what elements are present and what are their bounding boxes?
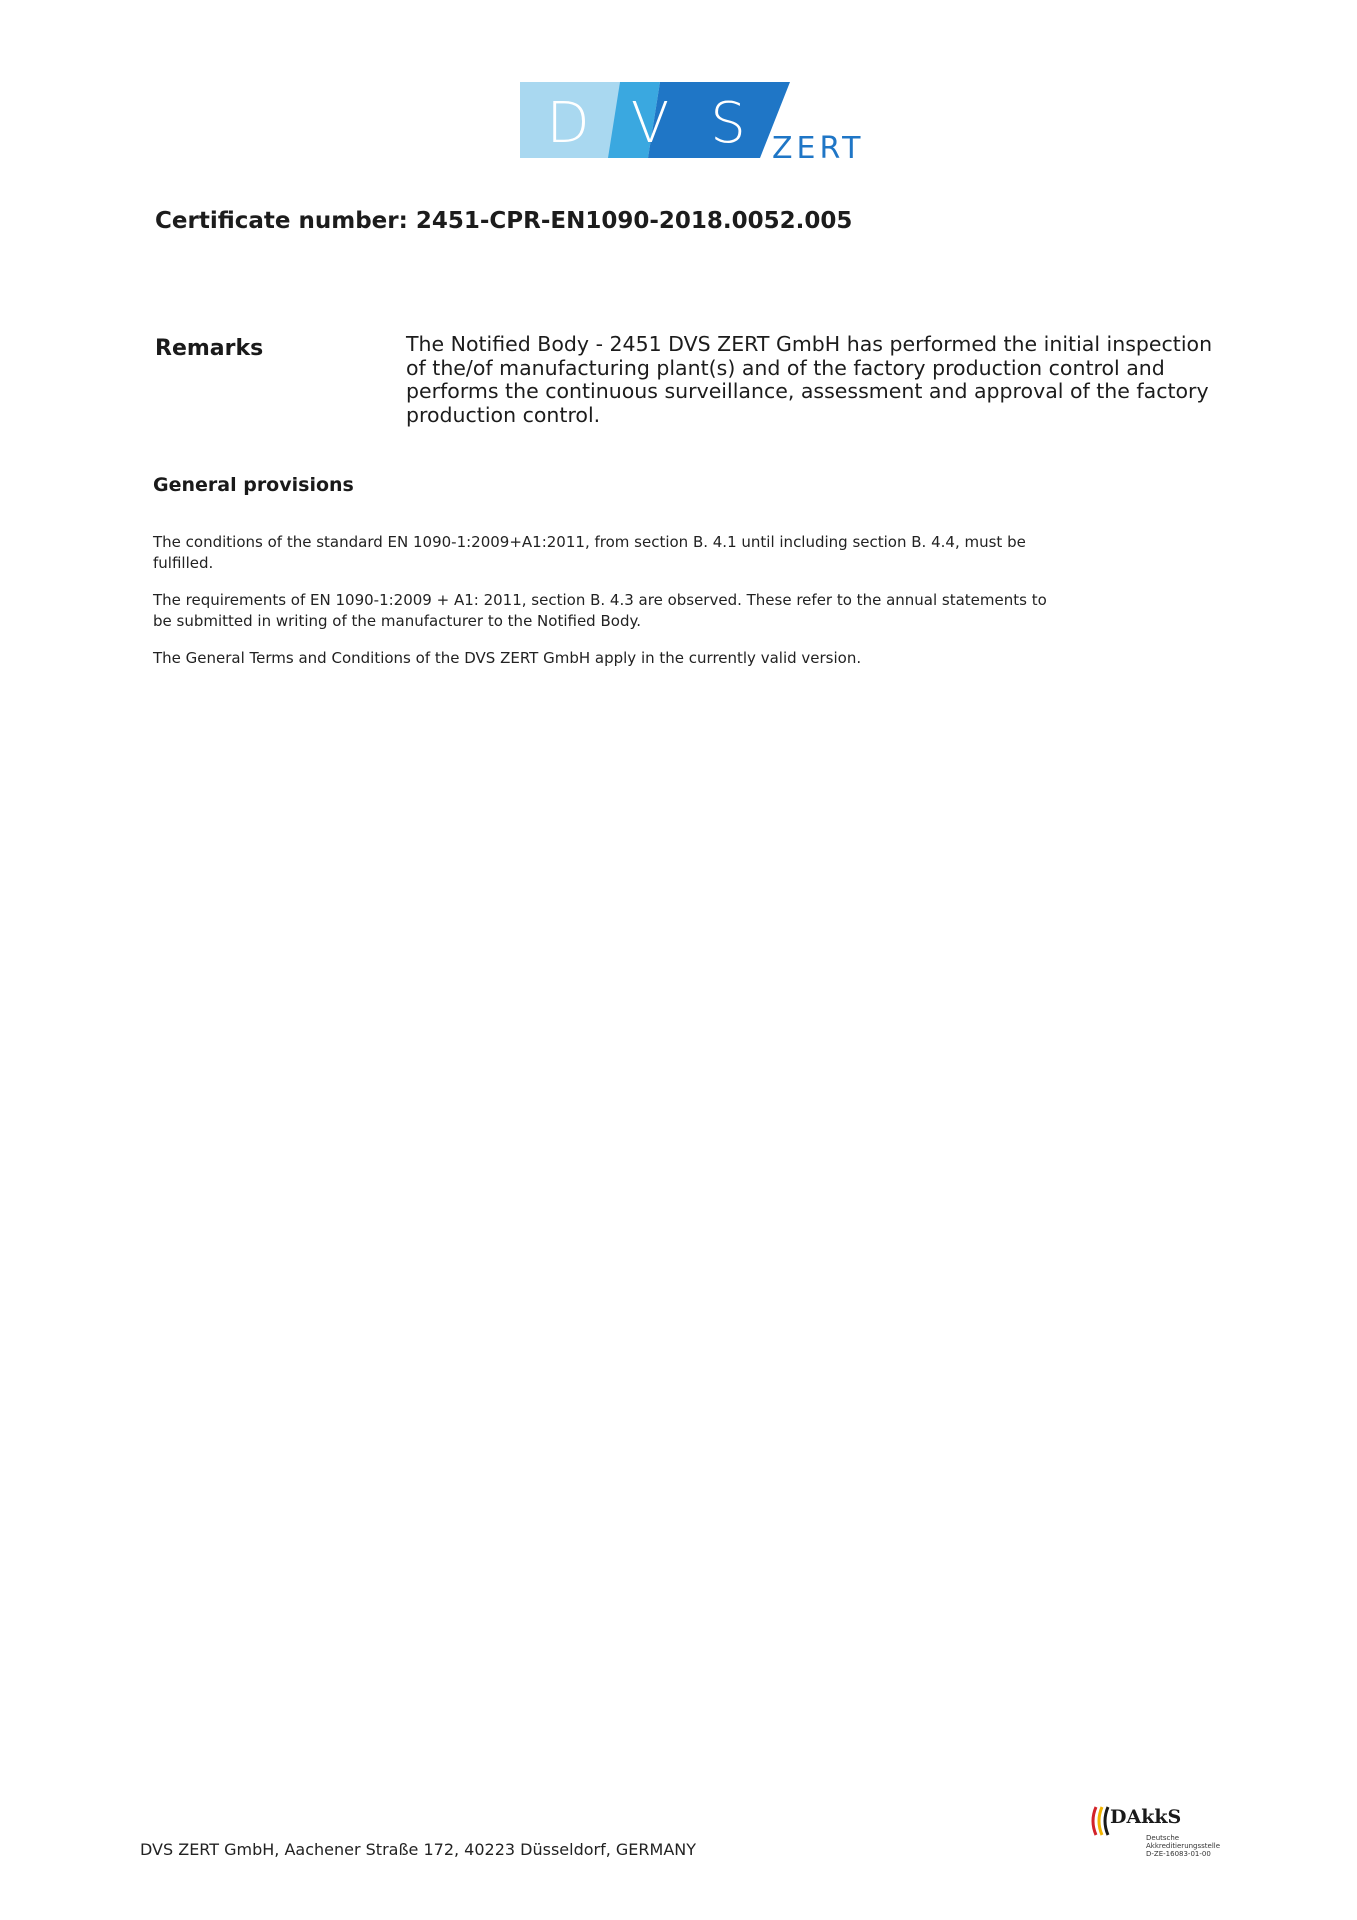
dvs-zert-logo (520, 80, 880, 170)
dakks-accreditation-mark (1088, 1803, 1238, 1863)
certificate-label: Certificate number: (155, 208, 408, 234)
logo-letter-d: D (546, 91, 590, 156)
provision-paragraph: The requirements of EN 1090-1:2009 + A1: 2011, section B. 4.3 are observed. These refer to the annual statements to be submitted in writing of the manufacturer to the Notified Body. (153, 591, 1047, 630)
logo-letter-v: V (630, 91, 670, 156)
certificate-number-line (155, 208, 852, 234)
remarks-heading: Remarks (155, 336, 264, 361)
logo-letter-s: S (710, 91, 746, 156)
footer-address: DVS ZERT GmbH, Aachener Straße 172, 40223 Düsseldorf, GERMANY (140, 1840, 697, 1859)
logo-suffix: ZERT (772, 131, 865, 166)
dakks-brackets-icon (1088, 1803, 1110, 1839)
provision-paragraph: The conditions of the standard EN 1090-1:2009+A1:2011, from section B. 4.1 until including section B. 4.4, must be fulfilled. (153, 533, 1026, 572)
dakks-line: D-ZE-16083-01-00 (1146, 1850, 1211, 1858)
certificate-number: 2451-CPR-EN1090-2018.0052.005 (415, 208, 853, 234)
dakks-line: Akkreditierungsstelle (1146, 1842, 1221, 1850)
dakks-line: Deutsche (1146, 1834, 1180, 1842)
dakks-name: DAkkS (1110, 1806, 1182, 1828)
remarks-text: The Notified Body - 2451 DVS ZERT GmbH has performed the initial inspection of the/of manufacturing plant(s) and of the factory production control and performs the continuous surveillance, assessment and approval of the factory production control. (406, 332, 1213, 427)
general-provisions-heading: General provisions (153, 474, 354, 496)
provision-paragraph: The General Terms and Conditions of the DVS ZERT GmbH apply in the currently valid version. (153, 649, 862, 667)
